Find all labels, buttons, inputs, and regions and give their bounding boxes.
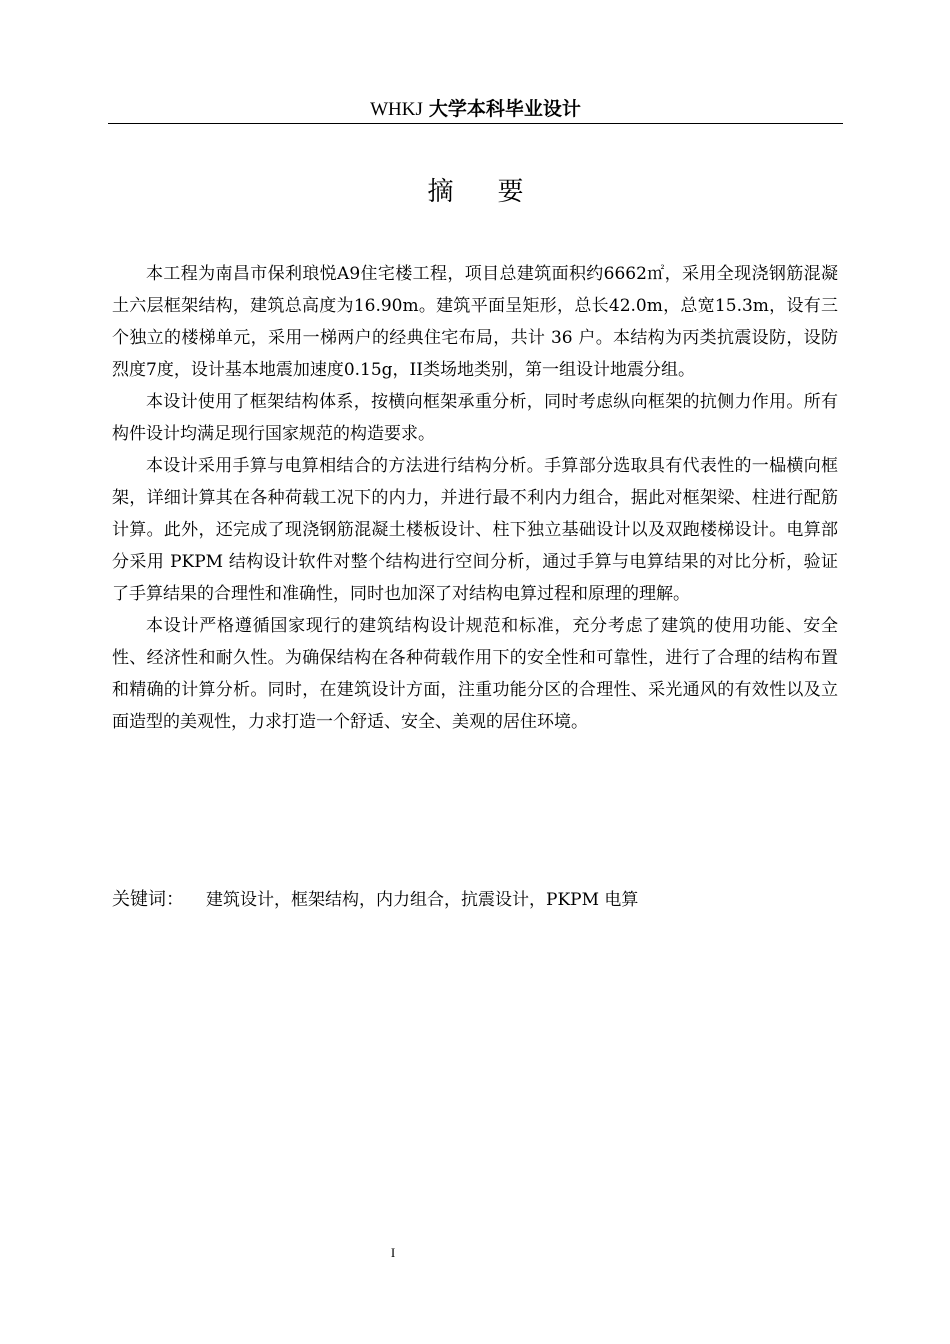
running-header	[108, 96, 843, 123]
keywords-label: 关键词：	[112, 889, 184, 910]
abstract-title: 摘要	[427, 177, 568, 207]
keywords-value: 建筑设计，框架结构，内力组合，抗震设计，PKPM 电算	[206, 890, 639, 910]
header-title: 大学本科毕业设计	[428, 98, 581, 120]
header-rule	[108, 123, 843, 124]
header-latin: WHKJ	[370, 99, 423, 120]
abstract-paragraph: 本工程为南昌市保利琅悦A9住宅楼工程，项目总建筑面积约6662㎡，采用全现浇钢筋混凝土六层框架结构，建筑总高度为16.90m。建筑平面呈矩形，总长42.0m，总宽15.3m，设有三个独立的楼梯单元，采用一梯两户的经典住宅布局，共计 36 户。本结构为丙类抗震设防，设防烈度7度，设计基本地震加速度0.15g，II类场地类别，第一组设计地震分组。	[112, 264, 838, 380]
abstract-body	[112, 258, 838, 738]
keywords-line	[112, 886, 838, 914]
abstract-paragraph: 本设计采用手算与电算相结合的方法进行结构分析。手算部分选取具有代表性的一榀横向框架，详细计算其在各种荷载工况下的内力，并进行最不利内力组合，据此对框架梁、柱进行配筋计算。此外，还完成了现浇钢筋混凝土楼板设计、柱下独立基础设计以及双跑楼梯设计。电算部分采用 PKPM 结构设计软件对整个结构进行空间分析，通过手算与电算结果的对比分析，验证了手算结果的合理性和准确性，同时也加深了对结构电算过程和原理的理解。	[112, 456, 838, 604]
abstract-paragraph: 本设计使用了框架结构体系，按横向框架承重分析，同时考虑纵向框架的抗侧力作用。所有构件设计均满足现行国家规范的构造要求。	[112, 392, 838, 444]
page-number: I	[390, 1245, 396, 1260]
abstract-paragraph: 本设计严格遵循国家现行的建筑结构设计规范和标准，充分考虑了建筑的使用功能、安全性、经济性和耐久性。为确保结构在各种荷载作用下的安全性和可靠性，进行了合理的结构布置和精确的计算分析。同时，在建筑设计方面，注重功能分区的合理性、采光通风的有效性以及立面造型的美观性，力求打造一个舒适、安全、美观的居住环境。	[112, 616, 838, 732]
